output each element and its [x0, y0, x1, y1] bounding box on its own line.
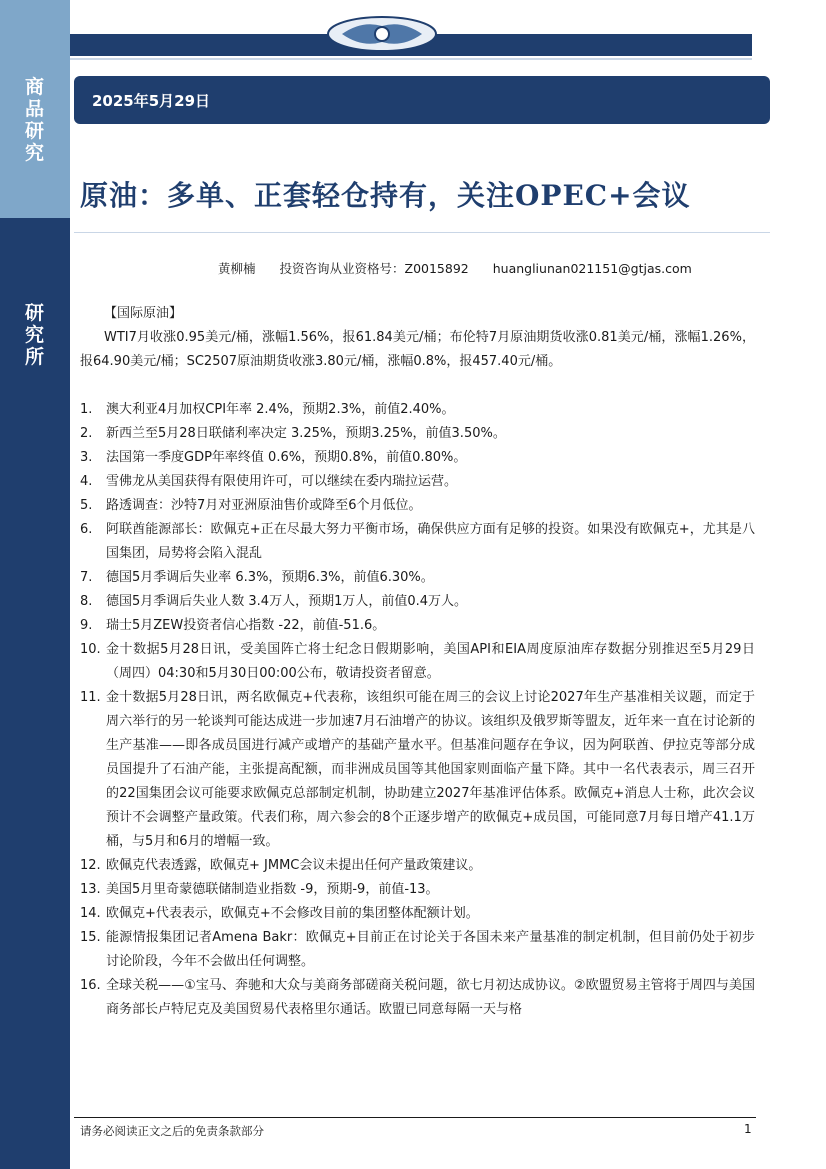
author-name: 黄柳楠 [218, 261, 256, 276]
list-item-text: 德国5月季调后失业人数 3.4万人，预期1万人，前值0.4万人。 [106, 594, 468, 609]
list-item-number: 12. [80, 858, 101, 873]
list-item-number: 10. [80, 642, 101, 657]
intro-paragraph: WTI7月收涨0.95美元/桶，涨幅1.56%，报61.84美元/桶；布伦特7月原油期货收涨0.81美元/桶，涨幅1.26%，报64.90美元/桶；SC2507原油期货收涨3.80元/桶，涨幅0.8%，报457.40元/桶。 [80, 330, 755, 369]
list-item-number: 8. [80, 594, 93, 609]
list-item [80, 638, 755, 686]
list-item-text: 金十数据5月28日讯，受美国阵亡将士纪念日假期影响，美国API和EIA周度原油库存数据分别推迟至5月29日（周四）04:30和5月30日00:00公布，敬请投资者留意。 [106, 642, 755, 681]
list-item-text: 阿联酋能源部长：欧佩克+正在尽最大努力平衡市场，确保供应方面有足够的投资。如果没有欧佩克+，尤其是八国集团，局势将会陷入混乱 [106, 522, 755, 561]
list-item [80, 854, 755, 878]
footer-divider [74, 1117, 756, 1118]
list-item-text: 全球关税——①宝马、奔驰和大众与美商务部磋商关税问题，欲七月初达成协议。②欧盟贸易主管将于周四与美国商务部长卢特尼克及美国贸易代表格里尔通话。欧盟已同意每隔一天与格 [106, 978, 755, 1017]
news-list [80, 398, 755, 1022]
list-item [80, 446, 755, 470]
author-license: 投资咨询从业资格号：Z0015892 [279, 261, 469, 276]
list-item-number: 16. [80, 978, 101, 993]
list-item-number: 15. [80, 930, 101, 945]
list-item [80, 494, 755, 518]
list-item-number: 14. [80, 906, 101, 921]
report-date: 2025年5月29日 [92, 92, 211, 110]
list-item [80, 878, 755, 902]
author-email: huangliunan021151@gtjas.com [492, 261, 692, 276]
date-banner [74, 76, 770, 124]
header-divider [70, 58, 752, 60]
list-item-text: 路透调查：沙特7月对亚洲原油售价或降至6个月低位。 [106, 498, 422, 513]
list-item-number: 2. [80, 426, 93, 441]
list-item-number: 6. [80, 522, 93, 537]
list-item [80, 590, 755, 614]
list-item-text: 瑞士5月ZEW投资者信心指数 -22，前值-51.6。 [106, 618, 386, 633]
list-item-number: 1. [80, 402, 93, 417]
page-number: 1 [744, 1122, 752, 1136]
list-item-text: 澳大利亚4月加权CPI年率 2.4%，预期2.3%，前值2.40%。 [106, 402, 455, 417]
list-item-text: 德国5月季调后失业率 6.3%，预期6.3%，前值6.30%。 [106, 570, 434, 585]
list-item-number: 7. [80, 570, 93, 585]
author-line [218, 259, 712, 277]
sidebar-institute-label: 研 究 所 [24, 302, 45, 368]
title-divider [74, 232, 770, 233]
sidebar-bottom-panel [0, 218, 70, 1169]
list-item-text: 雪佛龙从美国获得有限使用许可，可以继续在委内瑞拉运营。 [106, 474, 458, 489]
list-item-text: 金十数据5月28日讯，两名欧佩克+代表称，该组织可能在周三的会议上讨论2027年生产基准相关议题，而定于周六举行的另一轮谈判可能达成进一步加速7月石油增产的协议。该组织及俄罗斯等盟友，近年来一直在讨论新的生产基准——即各成员国进行减产或增产的基础产量水平。但基准问题存在争议，因为阿联酋、伊拉克等部分成员国提升了石油产能，主张提高配额，而非洲成员国等其他国家则面临产量下降。其中一名代表表示，周三召开的22国集团会议可能要求欧佩克总部制定机制，协助建立2027年基准评估体系。欧佩克+消息人士称，此次会议预计不会调整产量政策。代表们称，周六参会的8个正逐步增产的欧佩克+成员国，可能同意7月每日增产41.1万桶，与5月和6月的增幅一致。 [106, 690, 755, 849]
list-item-number: 3. [80, 450, 93, 465]
list-item-text: 美国5月里奇蒙德联储制造业指数 -9，预期-9，前值-13。 [106, 882, 439, 897]
company-emblem-icon [322, 14, 442, 54]
list-item [80, 926, 755, 974]
list-item-text: 新西兰至5月28日联储利率决定 3.25%，预期3.25%，前值3.50%。 [106, 426, 506, 441]
section-heading: 【国际原油】 [104, 306, 183, 321]
list-item-number: 11. [80, 690, 101, 705]
list-item-text: 能源情报集团记者Amena Bakr：欧佩克+目前正在讨论关于各国未来产量基准的制定机制，但目前仍处于初步讨论阶段，今年不会做出任何调整。 [106, 930, 755, 969]
report-title: 原油：多单、正套轻仓持有，关注OPEC+会议 [80, 179, 691, 212]
list-item [80, 422, 755, 446]
list-item [80, 470, 755, 494]
footer-disclaimer: 请务必阅读正文之后的免责条款部分 [80, 1124, 264, 1138]
list-item [80, 614, 755, 638]
list-item [80, 566, 755, 590]
list-item-text: 法国第一季度GDP年率终值 0.6%，预期0.8%，前值0.80%。 [106, 450, 467, 465]
list-item [80, 518, 755, 566]
sidebar-top-panel [0, 0, 70, 218]
list-item [80, 902, 755, 926]
list-item-number: 9. [80, 618, 93, 633]
list-item-number: 4. [80, 474, 93, 489]
list-item-number: 13. [80, 882, 101, 897]
list-item-text: 欧佩克代表透露，欧佩克+ JMMC会议未提出任何产量政策建议。 [106, 858, 482, 873]
sidebar-category-label: 商 品 研 究 [24, 76, 45, 164]
spacer [80, 374, 755, 398]
list-item-text: 欧佩克+代表表示，欧佩克+不会修改目前的集团整体配额计划。 [106, 906, 479, 921]
list-item [80, 686, 755, 854]
list-item [80, 974, 755, 1022]
list-item [80, 398, 755, 422]
list-item-number: 5. [80, 498, 93, 513]
report-body [80, 302, 755, 1022]
